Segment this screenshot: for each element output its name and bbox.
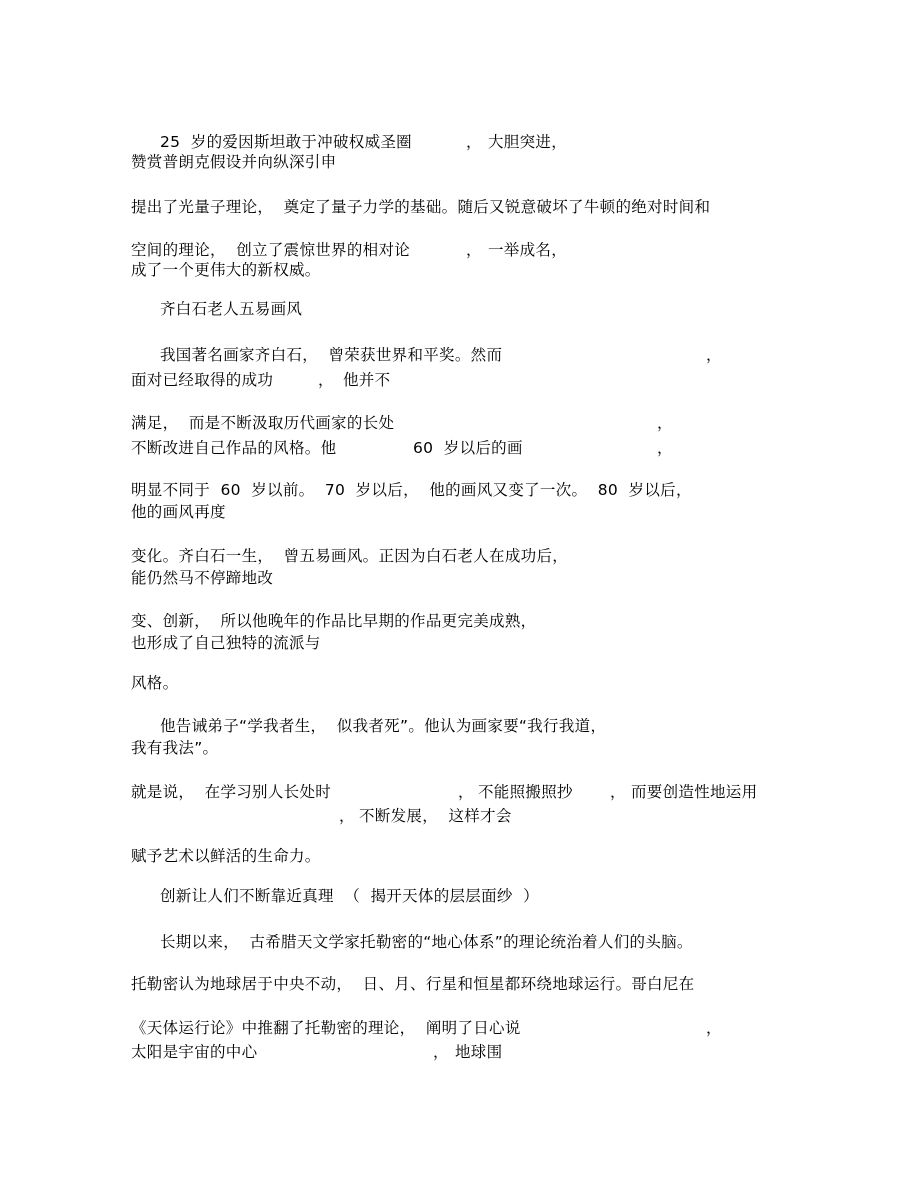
section-heading: 齐白石老人五易画风 [160,300,303,318]
text-line: 地球围 [455,1043,503,1061]
text-line: 他告诫弟子“学我者生， 似我者死”。他认为画家要“我行我道， [160,717,607,735]
text-line: 成了一个更伟大的新权威。 [131,261,321,279]
section-heading: 创新让人们不断靠近真理 （ 揭开天体的层层面纱 ） [160,887,539,905]
text-line: ， [657,439,673,457]
text-line: ， [610,783,626,801]
text-line: ， [458,783,474,801]
text-line: ， [657,414,673,432]
text-line: 《天体运行论》中推翻了托勒密的理论， 阐明了日心说 [131,1019,521,1037]
text-line: ， [706,1019,722,1037]
text-line: 明显不同于 60 岁以前。 70 岁以后， 他的画风又变了一次。 80 岁以后， [131,481,692,499]
text-line: 太阳是宇宙的中心 [131,1043,258,1061]
text-line: ， [433,1043,449,1061]
text-line: 而要创造性地运用 [631,783,758,801]
text-line: ， [466,241,482,259]
text-line: 也形成了自己独特的流派与 [131,634,321,652]
text-line: 就是说， 在学习别人长处时 [131,783,332,801]
text-line: 满足， 而是不断汲取历代画家的长处 [131,414,395,432]
text-line: 不断发展， 这样才会 [359,807,512,825]
text-line: ， [339,807,355,825]
text-line: 长期以来， 古希腊天文学家托勒密的“地心体系”的理论统治着人们的头脑。 [160,933,693,951]
text-line: 赞赏普朗克假设并向纵深引申 [131,153,337,171]
text-line: 60 岁以后的画 [413,439,523,457]
text-line: 25 岁的爱因斯坦敢于冲破权威圣圈 [160,133,412,151]
text-line: 变化。齐白石一生， 曾五易画风。正因为白石老人在成功后， [131,547,569,565]
text-line: 赋予艺术以鲜活的生命力。 [131,847,321,865]
text-line: 不能照搬照抄 [478,783,573,801]
text-line: 他的画风再度 [131,503,226,521]
text-line: 风格。 [131,674,179,692]
text-line: 提出了光量子理论， 奠定了量子力学的基础。随后又锐意破坏了牛顿的绝对时间和 [131,198,711,216]
text-line: ， [706,346,722,364]
text-line: 空间的理论， 创立了震惊世界的相对论 [131,241,411,259]
text-line: 不断改进自己作品的风格。他 [131,439,337,457]
text-line: 变、创新， 所以他晚年的作品比早期的作品更完美成熟， [131,612,537,630]
text-line: 我有我法”。 [131,739,219,757]
text-line: 一举成名， [488,241,568,259]
text-line: 他并不 [343,371,391,389]
text-line: 能仍然马不停蹄地改 [131,569,274,587]
text-line: 托勒密认为地球居于中央不动， 日、月、行星和恒星都环绕地球运行。哥白尼在 [131,975,695,993]
text-line: ， [466,133,482,151]
text-line: 大胆突进， [488,133,568,151]
text-line: 我国著名画家齐白石， 曾荣获世界和平奖。然而 [160,346,503,364]
text-line: ， [318,371,334,389]
text-line: 面对已经取得的成功 [131,371,274,389]
